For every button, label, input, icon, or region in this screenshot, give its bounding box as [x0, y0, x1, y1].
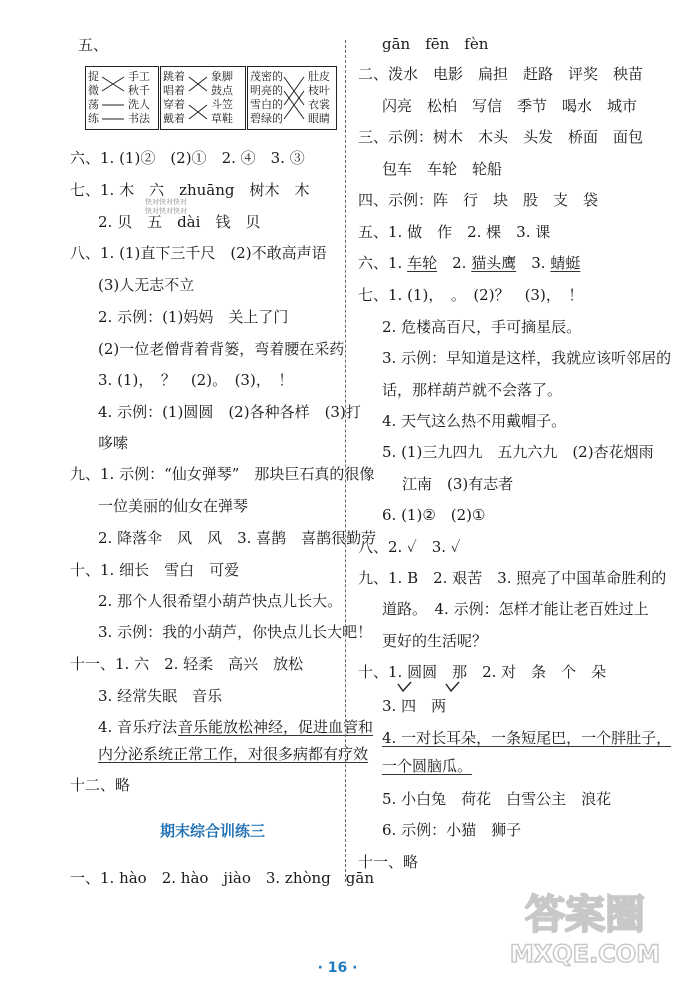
- matching-box-2: [160, 66, 246, 130]
- stamp-text-2: 快对快对快对: [145, 207, 187, 215]
- r-answer-11: 十一、略: [358, 853, 419, 871]
- box3-left-3: 雪白的: [250, 98, 283, 111]
- right-column: [352, 0, 675, 986]
- answer-8-4: 4. 示例：(1)圆圆 (2)各种各样 (3)打: [98, 403, 361, 421]
- box2-left-2: 唱着: [163, 84, 185, 97]
- answer-9-2: 2. 降落伞 风 风 3. 喜鹊 喜鹊很勤劳: [98, 529, 377, 547]
- box2-right-4: 草鞋: [211, 112, 233, 125]
- answer-8-2: 2. 示例：(1)妈妈 关上了门: [98, 308, 289, 326]
- r6-mid1: 2.: [437, 254, 472, 272]
- r-answer-10-5: 5. 小白兔 荷花 白雪公主 浪花: [382, 790, 612, 808]
- r6-mid2: 3.: [516, 254, 551, 272]
- svg-text:MXQE.COM: MXQE.COM: [509, 940, 661, 968]
- box1-right-3: 洗人: [128, 98, 150, 111]
- r-answer-7-4: 4. 天气这么热不用戴帽子。: [382, 412, 567, 430]
- r6-prefix: 六、1.: [358, 254, 408, 272]
- r-answer-8: 八、2. ✓ 3. ✓: [358, 538, 461, 556]
- answer-11-4c: 内分泌系统正常工作，对很多病都有疗效: [98, 745, 369, 763]
- r-answer-10-4: 4. 一对长耳朵，一条短尾巴，一个胖肚子，: [382, 729, 672, 747]
- box2-right-2: 鼓点: [211, 84, 233, 97]
- answer-10-3: 3. 示例：我的小葫芦，你快点儿长大吧！: [98, 623, 373, 641]
- r-answer-10-6: 6. 示例：小猫 狮子: [382, 821, 522, 839]
- answer-11-1: 十一、1. 六 2. 轻柔 高兴 放松: [70, 655, 304, 673]
- r-answer-9-1: 九、1. B 2. 艰苦 3. 照亮了中国革命胜利的: [358, 569, 667, 587]
- r-answer-9-1c: 更好的生活呢？: [382, 632, 488, 650]
- answer-12: 十二、略: [70, 776, 131, 794]
- r6-dragonfly: 蜻蜓: [550, 254, 581, 272]
- answer-9-1b: 一位美丽的仙女在弹琴: [98, 497, 249, 515]
- page-number: · 16 ·: [317, 960, 358, 976]
- r-answer-2-1: 二、泼水 电影 扁担 赶路 评奖 秧苗: [358, 65, 644, 83]
- r-answer-3-2: 包车 车轮 轮船: [382, 160, 503, 178]
- box3-right-2: 枝叶: [308, 84, 330, 97]
- answer-11-3: 3. 经常失眠 音乐: [98, 687, 223, 705]
- answer-8-1b: (3)人无志不立: [98, 276, 195, 294]
- answer-9-1: 九、1. 示例：“仙女弹琴” 那块巨石真的很像: [70, 465, 375, 483]
- r-answer-2-2: 闪亮 松柏 写信 季节 喝水 城市: [382, 97, 638, 115]
- answer-11-4b: 音乐能放松神经，促进血管和: [178, 718, 374, 736]
- section-title: 期末综合训练三: [160, 822, 266, 840]
- r-answer-10-1: 十、1. 圆圆 那 2. 对 条 个 朵: [358, 663, 607, 681]
- box3-left-1: 茂密的: [250, 70, 283, 83]
- box1-right-1: 手工: [128, 70, 150, 83]
- answer-10-1: 十、1. 细长 雪白 可爱: [70, 561, 240, 579]
- r-answer-6: [358, 253, 580, 273]
- r-answer-7-3b: 话，那样葫芦就不会落了。: [382, 381, 563, 399]
- answer-7-2: 2. 贝 五 dài 钱 贝: [98, 213, 261, 231]
- answer-8-3: 3. (1)， ？ (2)。 (3)， ！: [98, 371, 294, 389]
- box2-left-4: 戴着: [163, 112, 185, 125]
- box3-right-3: 衣裳: [308, 98, 330, 111]
- r-answer-7-3: 3. 示例：早知道是这样，我就应该听邻居的: [382, 349, 672, 367]
- top-pinyin: gān fēn fèn: [382, 35, 489, 53]
- r-answer-7-5: 5. (1)三九四九 五九六九 (2)杏花烟雨: [382, 443, 654, 461]
- answer-6: 六、1. (1)② (2)① 2. ④ 3. ③: [70, 149, 305, 167]
- box1-right-2: 秋千: [128, 84, 150, 97]
- box1-left-3: 荡: [88, 98, 99, 111]
- r-answer-7-1: 七、1. (1)， 。 (2)？ (3)， ！: [358, 286, 584, 304]
- box1-left-2: 微: [88, 84, 99, 97]
- r6-owl: 猫头鹰: [471, 254, 517, 272]
- r6-wheel: 车轮: [407, 254, 438, 272]
- box3-right-4: 眼睛: [308, 112, 330, 125]
- answer-8-4b: 哆嗦: [98, 434, 129, 452]
- column-divider: [345, 40, 346, 882]
- box2-left-1: 跳着: [163, 70, 185, 83]
- box2-right-1: 象脚: [211, 70, 233, 83]
- answer-7-1: 七、1. 木 六 zhuāng 树木 木: [70, 181, 310, 199]
- box1-left-4: 练: [88, 112, 99, 125]
- r-answer-10-4b: 一个圆脑瓜。: [382, 757, 473, 775]
- svg-text:答案圈: 答案圈: [525, 892, 645, 938]
- final-answer-1: 一、1. hào 2. hào jiào 3. zhòng gān: [70, 869, 374, 887]
- r-answer-7-2: 2. 危楼高百尺，手可摘星辰。: [382, 318, 582, 336]
- check-marks: [396, 680, 466, 694]
- box3-left-4: 碧绿的: [250, 112, 283, 125]
- box2-left-3: 穿着: [163, 98, 185, 111]
- r-answer-10-3: 3. 四 两: [382, 697, 447, 715]
- box1-left-1: 捉: [88, 70, 99, 83]
- r-answer-3-1: 三、示例：树木 木头 头发 桥面 面包: [358, 128, 644, 146]
- answer-11-4a: 4. 音乐疗法: [98, 718, 178, 736]
- r-answer-5: 五、1. 做 作 2. 棵 3. 课: [358, 223, 551, 241]
- box2-right-3: 斗笠: [211, 98, 233, 111]
- answer-8-2b: (2)一位老僧背着背篓，弯着腰在采药: [98, 340, 345, 358]
- answer-10-2: 2. 那个人很希望小葫芦快点儿长大。: [98, 592, 343, 610]
- box3-right-1: 肚皮: [308, 70, 330, 83]
- watermark-logo: [500, 880, 670, 970]
- r-answer-7-5b: 江南 (3)有志者: [402, 475, 514, 493]
- section-5-heading: 五、: [78, 36, 109, 54]
- r-answer-4: 四、示例：阵 行 块 股 支 袋: [358, 191, 599, 209]
- r-answer-7-6: 6. (1)② (2)①: [382, 506, 486, 524]
- matching-box-1: [85, 66, 159, 130]
- box1-right-4: 书法: [128, 112, 150, 125]
- r-answer-9-1b: 道路。 4. 示例：怎样才能让老百姓过上: [382, 600, 649, 618]
- box3-left-2: 明亮的: [250, 84, 283, 97]
- answer-8-1: 八、1. (1)直下三千尺 (2)不敢高声语: [70, 244, 327, 262]
- stamp-text-1: 快对快对快对: [145, 198, 187, 206]
- matching-box-3: [247, 66, 337, 130]
